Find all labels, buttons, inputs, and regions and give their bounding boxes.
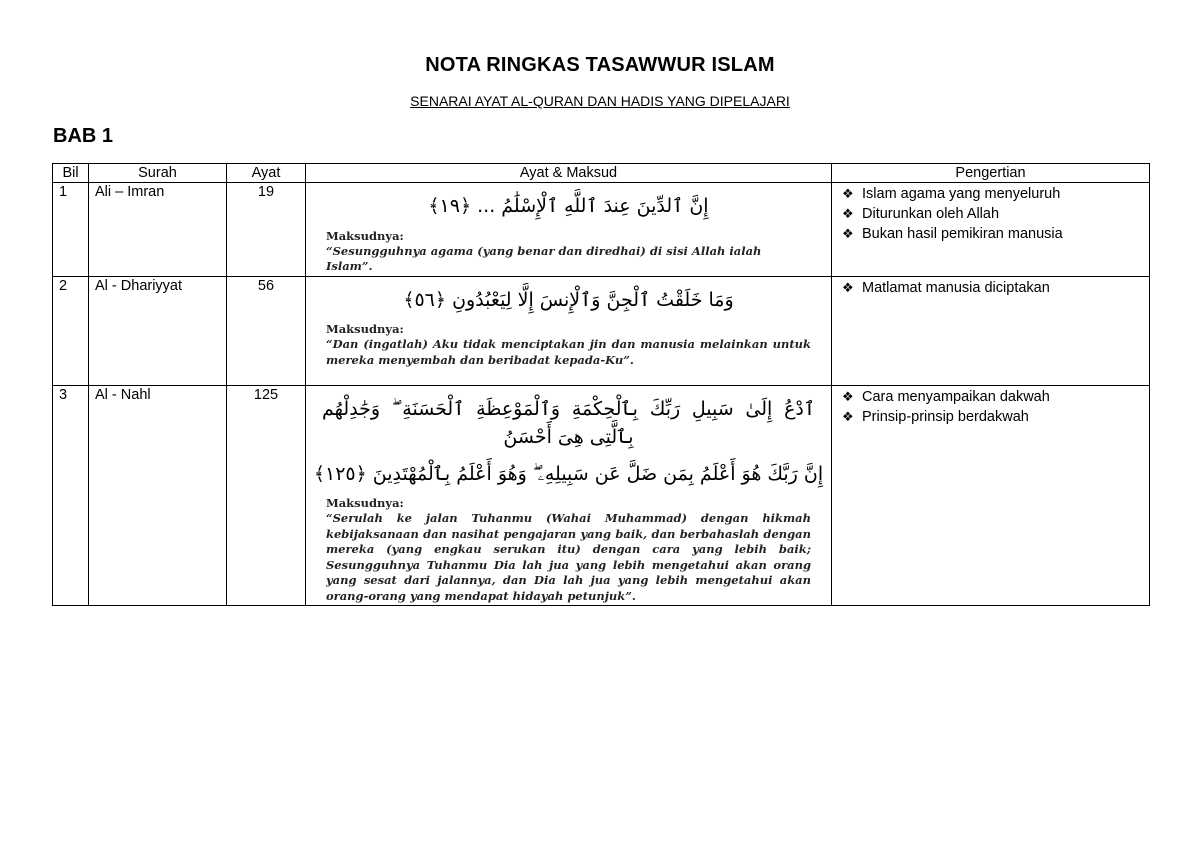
cell-surah: Ali – Imran bbox=[89, 183, 227, 277]
arabic-verse: إِنَّ ٱلدِّينَ عِندَ ٱللَّهِ ٱلْإِسْلَٰمُ ... ﴿١٩﴾ bbox=[428, 195, 709, 217]
cell-ayat-maksud bbox=[306, 276, 832, 385]
chapter-heading: BAB 1 bbox=[53, 125, 114, 147]
list-item bbox=[842, 387, 1143, 407]
header-ayat-maksud: Ayat & Maksud bbox=[306, 164, 832, 183]
header-surah: Surah bbox=[89, 164, 227, 183]
point-text: Matlamat manusia diciptakan bbox=[862, 279, 1050, 296]
table-row bbox=[53, 276, 1150, 385]
header-bil: Bil bbox=[53, 164, 89, 183]
table-header-row bbox=[53, 164, 1150, 183]
maksud-label: Maksudnya: bbox=[326, 496, 404, 511]
cell-pengertian bbox=[832, 276, 1150, 385]
point-text: Bukan hasil pemikiran manusia bbox=[862, 226, 1063, 242]
cell-ayat-maksud bbox=[306, 183, 832, 277]
arabic-verse-line-2: إِنَّ رَبَّكَ هُوَ أَعْلَمُ بِمَن ضَلَّ عَن سَبِيلِهِۦ ۖ وَهُوَ أَعْلَمُ بِٱلْمُهْتَدِينَ ﴿١٢٥﴾ bbox=[313, 462, 824, 485]
arabic-verse-line-1: ٱدْعُ إِلَىٰ سَبِيلِ رَبِّكَ بِٱلْحِكْمَةِ وَٱلْمَوْعِظَةِ ٱلْحَسَنَةِ ۖ وَجَٰدِلْهُم بِٱلَّتِى هِىَ أَحْسَنُ bbox=[322, 397, 815, 449]
cell-ayat-number: 56 bbox=[227, 276, 306, 385]
pengertian-list bbox=[838, 387, 1143, 427]
cell-bil: 1 bbox=[53, 183, 89, 277]
point-text: Islam agama yang menyeluruh bbox=[862, 186, 1061, 202]
list-item bbox=[842, 224, 1143, 244]
point-text: Diturunkan oleh Allah bbox=[862, 206, 1000, 222]
table-row bbox=[53, 183, 1150, 277]
document-title: NOTA RINGKAS TASAWWUR ISLAM bbox=[425, 54, 775, 76]
cell-bil: 3 bbox=[53, 385, 89, 606]
cell-ayat-number: 19 bbox=[227, 183, 306, 277]
maksud-label: Maksudnya: bbox=[326, 322, 404, 337]
arabic-verse: وَمَا خَلَقْتُ ٱلْجِنَّ وَٱلْإِنسَ إِلَّا لِيَعْبُدُونِ ﴿٥٦﴾ bbox=[403, 288, 734, 311]
cell-surah: Al - Dhariyyat bbox=[89, 276, 227, 385]
diamond-bullet-icon: ❖ bbox=[842, 226, 854, 241]
table-row bbox=[53, 385, 1150, 606]
cell-ayat-number: 125 bbox=[227, 385, 306, 606]
cell-pengertian bbox=[832, 385, 1150, 606]
cell-pengertian bbox=[832, 183, 1150, 277]
point-text: Prinsip-prinsip berdakwah bbox=[862, 408, 1029, 425]
maksud-text: “Dan (ingatlah) Aku tidak menciptakan jin dan manusia melainkan untuk mereka menyembah dan beribadat kepada-Ku”. bbox=[326, 337, 811, 367]
diamond-bullet-icon: ❖ bbox=[842, 388, 854, 404]
pengertian-list bbox=[838, 278, 1143, 298]
document-subtitle: SENARAI AYAT AL-QURAN DAN HADIS YANG DIPELAJARI bbox=[410, 93, 790, 109]
list-item bbox=[842, 407, 1143, 427]
diamond-bullet-icon: ❖ bbox=[842, 279, 854, 295]
cell-bil: 2 bbox=[53, 276, 89, 385]
maksud-label: Maksudnya: bbox=[326, 228, 404, 243]
maksud-text: “Sesungguhnya agama (yang benar dan diredhai) di sisi Allah ialah Islam”. bbox=[326, 243, 762, 274]
diamond-bullet-icon: ❖ bbox=[842, 206, 854, 221]
point-text: Cara menyampaikan dakwah bbox=[862, 388, 1050, 405]
cell-ayat-maksud bbox=[306, 385, 832, 606]
diamond-bullet-icon: ❖ bbox=[842, 186, 854, 201]
cell-surah: Al - Nahl bbox=[89, 385, 227, 606]
header-ayat: Ayat bbox=[227, 164, 306, 183]
pengertian-list bbox=[838, 184, 1143, 244]
maksud-text: “Serulah ke jalan Tuhanmu (Wahai Muhammad) dengan hikmah kebijaksanaan dan nasihat pengajaran yang baik, dan berbahaslah dengan mereka (yang engkau serukan itu) dengan cara yang lebih baik; Sesungguhnya Tuhanmu Dia lah jua yang lebih mengetahui akan orang yang sesat dari jalannya, dan Dia lah jua yang lebih mengetahui akan orang-orang yang mendapat hidayah petunjuk”. bbox=[326, 511, 811, 603]
verse-table bbox=[52, 163, 1150, 606]
diamond-bullet-icon: ❖ bbox=[842, 408, 854, 424]
list-item bbox=[842, 278, 1143, 298]
list-item bbox=[842, 204, 1143, 224]
header-pengertian: Pengertian bbox=[832, 164, 1150, 183]
list-item bbox=[842, 184, 1143, 204]
